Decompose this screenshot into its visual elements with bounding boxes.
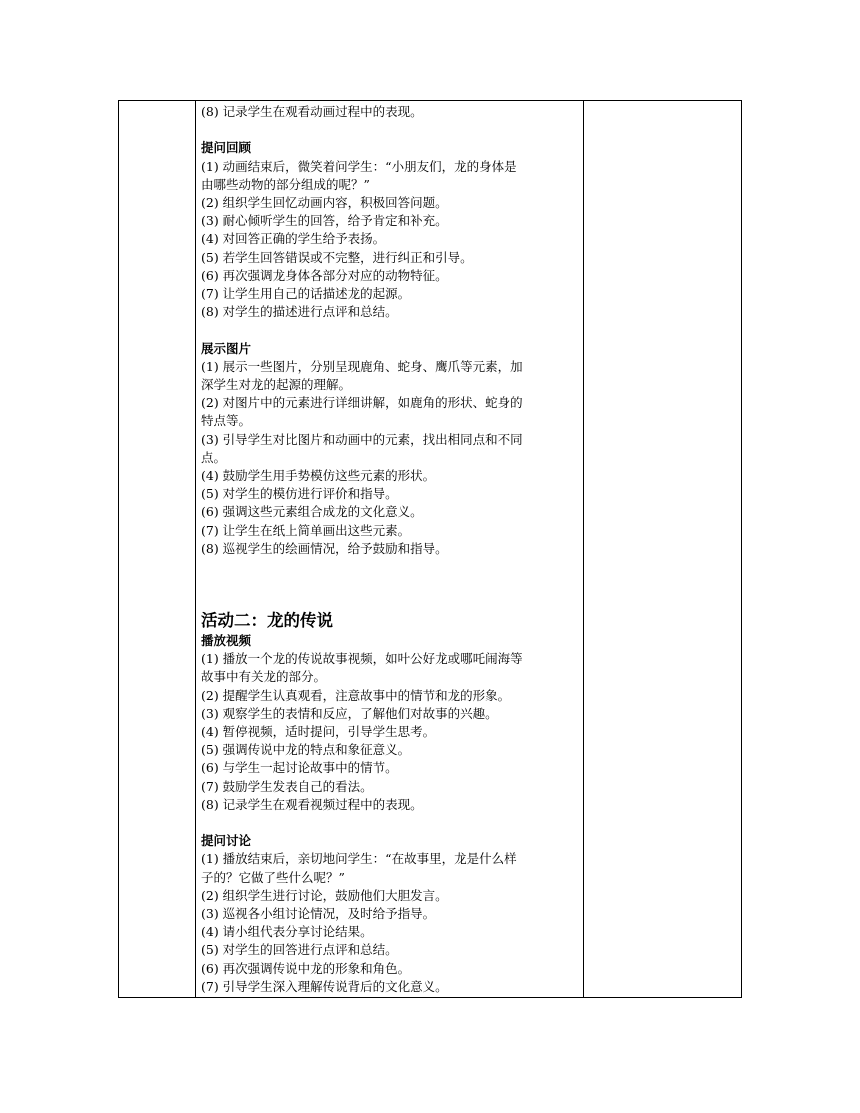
- step-line: (3) 引导学生对比图片和动画中的元素，找出相同点和不同: [201, 431, 523, 447]
- step-line: (3) 巡视各小组讨论情况，及时给予指导。: [201, 906, 436, 922]
- section-heading: 播放视频: [201, 633, 252, 649]
- step-line: (7) 鼓励学生发表自己的看法。: [201, 778, 373, 794]
- step-line: (7) 引导学生深入理解传说背后的文化意义。: [201, 978, 448, 994]
- step-line: (7) 让学生在纸上简单画出这些元素。: [201, 522, 411, 538]
- step-line: 故事中有关龙的部分。: [201, 669, 327, 685]
- step-line: (1) 展示一些图片，分别呈现鹿角、蛇身、鹰爪等元素，加: [201, 358, 523, 374]
- section-heading: 展示图片: [201, 340, 252, 356]
- step-line: (4) 鼓励学生用手势模仿这些元素的形状。: [201, 468, 436, 484]
- step-line: (6) 再次强调传说中龙的形象和角色。: [201, 960, 411, 976]
- step-line: (4) 请小组代表分享讨论结果。: [201, 924, 373, 940]
- step-line: (4) 暂停视频，适时提问，引导学生思考。: [201, 724, 436, 740]
- step-line: (6) 与学生一起讨论故事中的情节。: [201, 760, 398, 776]
- column-divider-left: [195, 101, 196, 997]
- step-line: (2) 组织学生进行讨论，鼓励他们大胆发言。: [201, 887, 448, 903]
- step-line: (1) 动画结束后，微笑着问学生：“小朋友们，龙的身体是: [201, 158, 517, 174]
- step-line: (3) 观察学生的表情和反应，了解他们对故事的兴趣。: [201, 705, 498, 721]
- step-line: (4) 对回答正确的学生给予表扬。: [201, 231, 386, 247]
- step-line: (1) 播放结束后，亲切地问学生：“在故事里，龙是什么样: [201, 851, 517, 867]
- step-line: (8) 巡视学生的绘画情况，给予鼓励和指导。: [201, 540, 448, 556]
- lesson-content-cell: [201, 103, 581, 996]
- section-heading: 提问讨论: [201, 833, 252, 849]
- section-heading: 提问回顾: [201, 140, 252, 156]
- step-line: (2) 组织学生回忆动画内容，积极回答问题。: [201, 195, 448, 210]
- step-line: (7) 让学生用自己的话描述龙的起源。: [201, 286, 411, 302]
- step-line: 深学生对龙的起源的理解。: [201, 377, 352, 393]
- step-line: 点。: [201, 449, 227, 465]
- step-line: (8) 记录学生在观看动画过程中的表现。: [201, 104, 423, 119]
- activity-title: 活动二：龙的传说: [201, 611, 333, 631]
- step-line: (8) 对学生的描述进行点评和总结。: [201, 304, 398, 320]
- step-line: (5) 若学生回答错误或不完整，进行纠正和引导。: [201, 249, 473, 265]
- step-line: (5) 强调传说中龙的特点和象征意义。: [201, 742, 411, 758]
- step-line: (5) 对学生的回答进行点评和总结。: [201, 942, 398, 958]
- step-line: 特点等。: [201, 413, 252, 429]
- step-line: 由哪些动物的部分组成的呢？”: [201, 176, 370, 192]
- step-line: (5) 对学生的模仿进行评价和指导。: [201, 486, 398, 502]
- step-line: (8) 记录学生在观看视频过程中的表现。: [201, 796, 423, 812]
- step-line: 子的？它做了些什么呢？”: [201, 869, 345, 885]
- step-line: (2) 提醒学生认真观看，注意故事中的情节和龙的形象。: [201, 687, 511, 703]
- step-line: (1) 播放一个龙的传说故事视频，如叶公好龙或哪吒闹海等: [201, 651, 523, 667]
- lesson-table: [118, 100, 742, 998]
- step-line: (3) 耐心倾听学生的回答，给予肯定和补充。: [201, 213, 448, 229]
- column-divider-right: [583, 101, 584, 997]
- step-line: (6) 再次强调龙身体各部分对应的动物特征。: [201, 267, 448, 283]
- step-line: (2) 对图片中的元素进行详细讲解，如鹿角的形状、蛇身的: [201, 395, 523, 411]
- step-line: (6) 强调这些元素组合成龙的文化意义。: [201, 504, 423, 520]
